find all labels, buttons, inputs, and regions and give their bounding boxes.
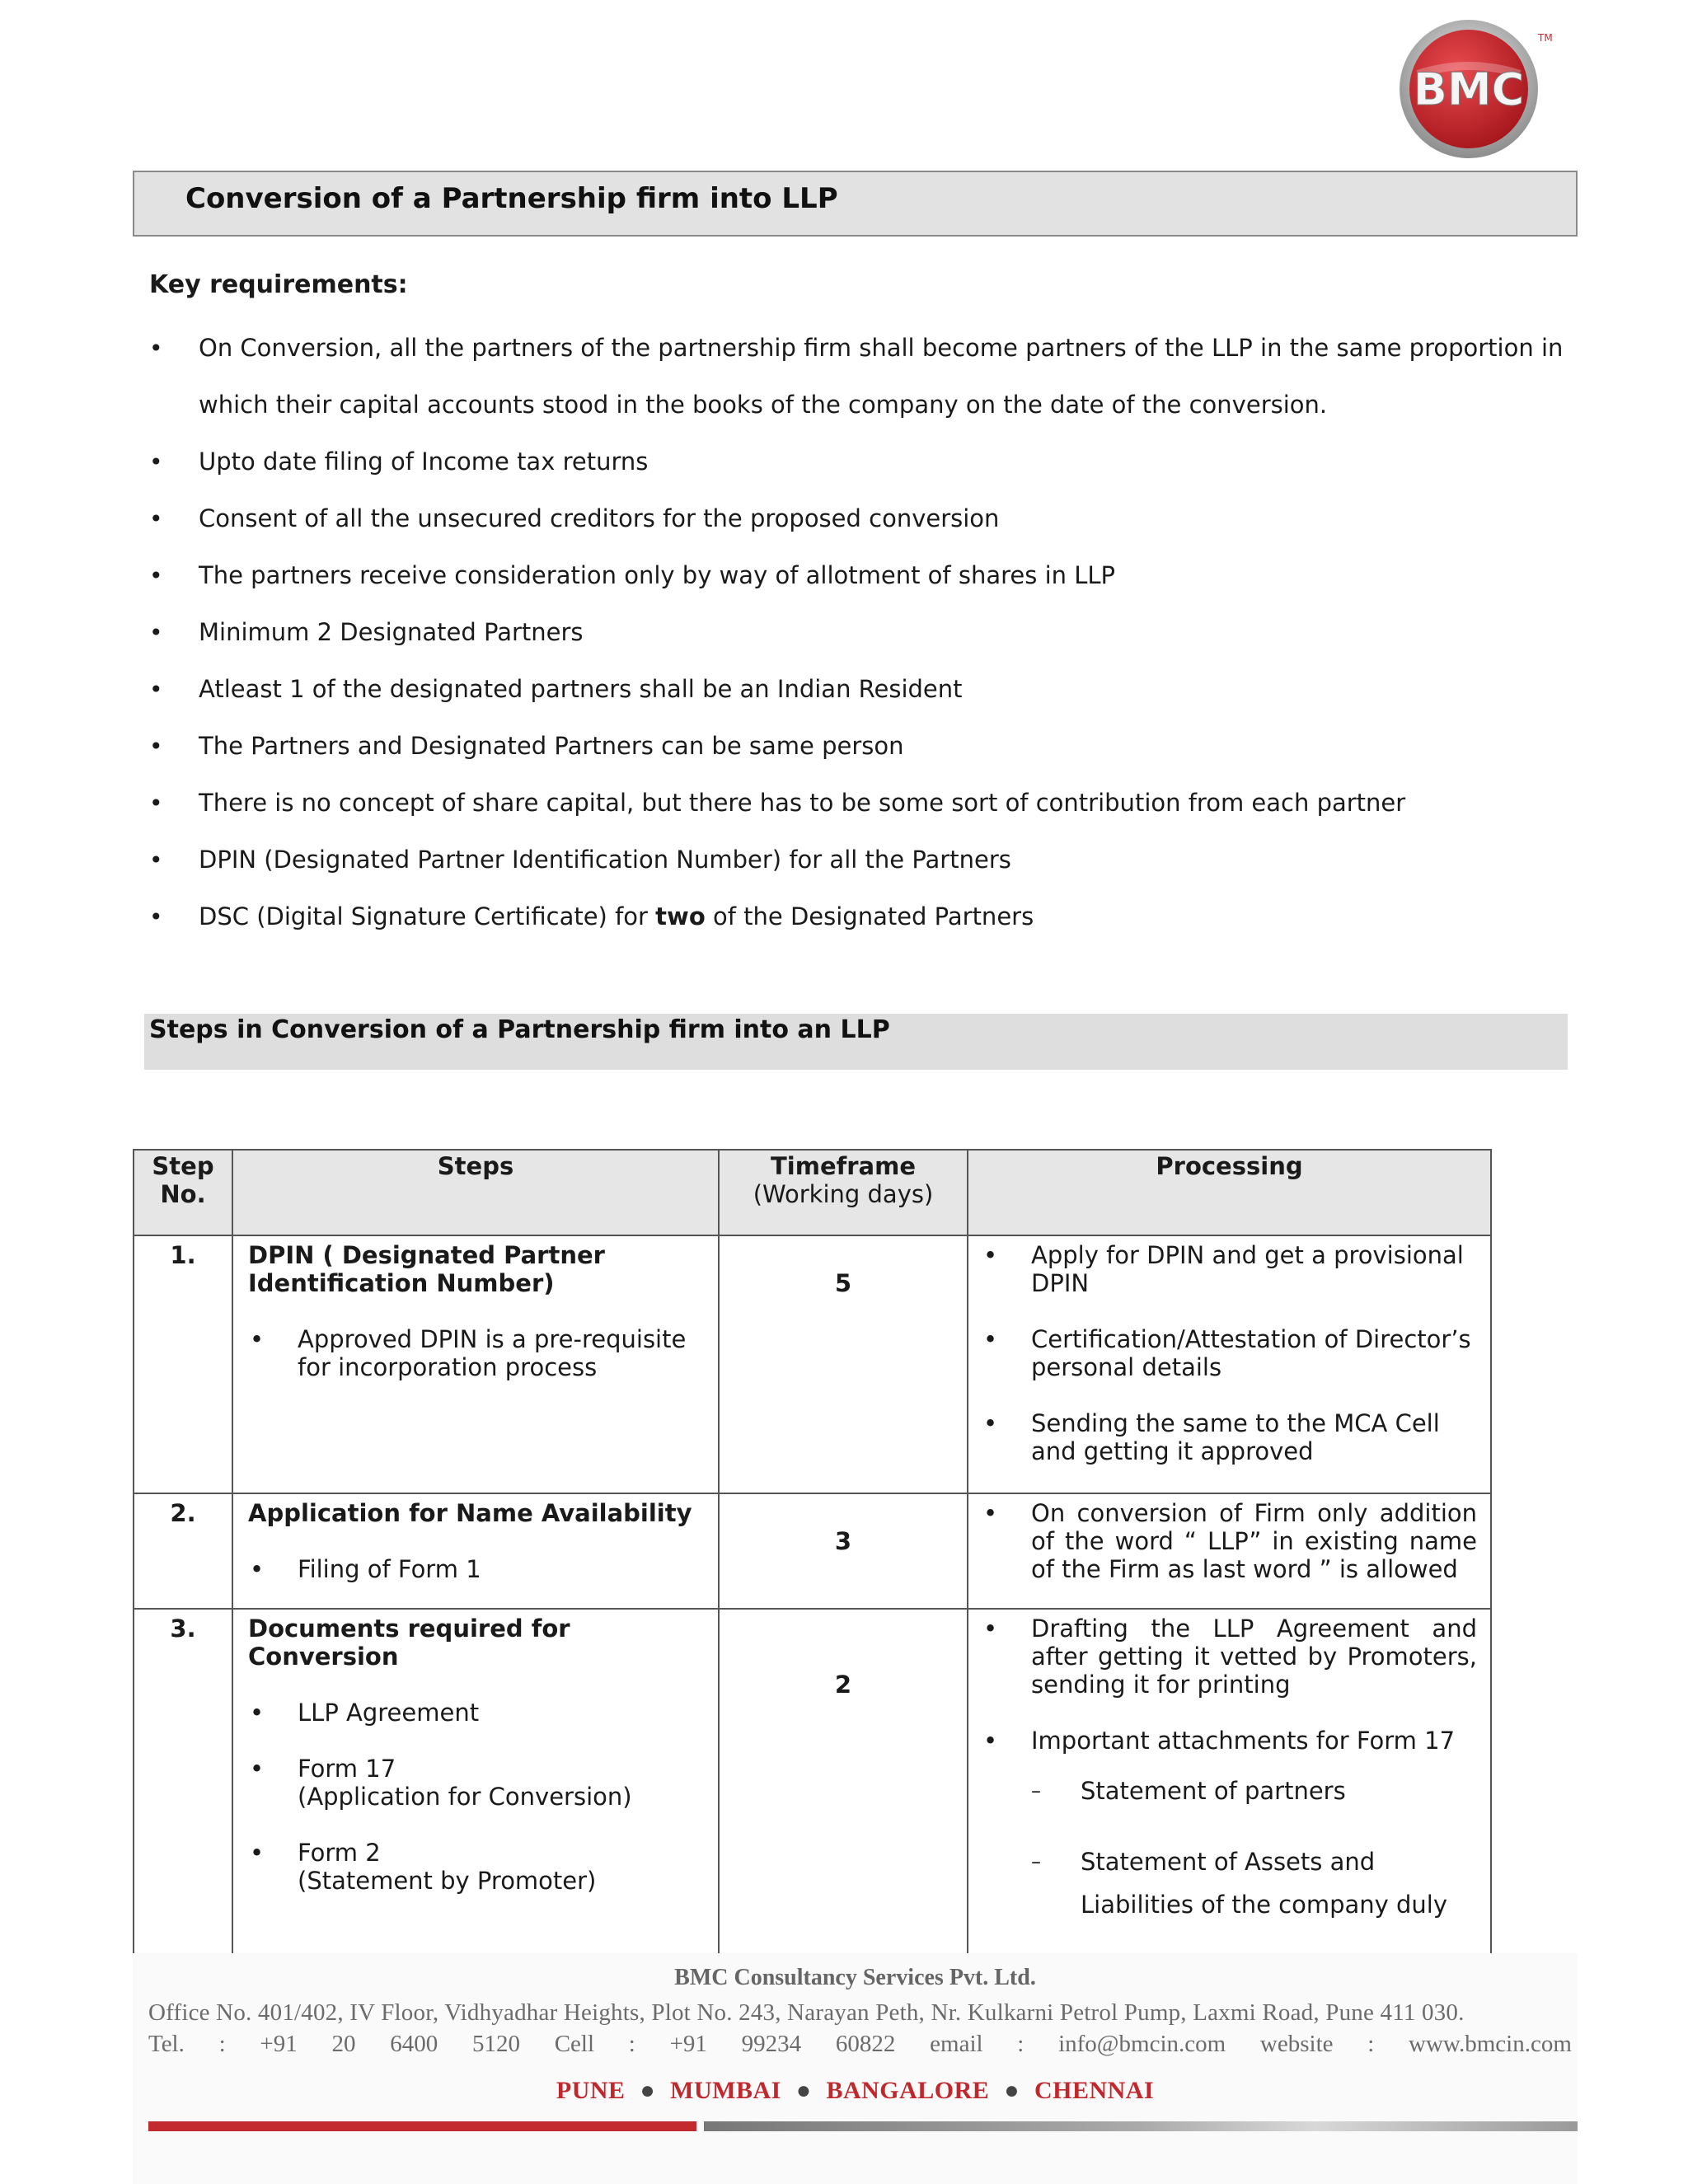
table-row xyxy=(134,1609,1491,1963)
processing-subitem: – Statement of Assets and Liabilities of the company duly xyxy=(1031,1840,1477,1926)
timeframe-cell xyxy=(719,1609,968,1963)
requirement-item: • The partners receive consideration only by way of allotment of shares in LLP xyxy=(149,547,1567,604)
city-bangalore: BANGALORE xyxy=(826,2077,990,2104)
requirement-item: • Minimum 2 Designated Partners xyxy=(149,604,1567,661)
processing-cell xyxy=(968,1609,1491,1963)
step-title: DPIN ( Designated Partner Identification Number) xyxy=(248,1241,605,1297)
table-row xyxy=(134,1493,1491,1609)
step-bullet: • LLP Agreement xyxy=(248,1699,710,1727)
processing-item: • Important attachments for Form 17 – Statement of partners – Statement of Assets and Liabilities of the company duly xyxy=(982,1727,1477,1926)
header-step-no: Step No. xyxy=(134,1150,232,1235)
processing-item: • Sending the same to the MCA Cell and getting it approved xyxy=(982,1409,1477,1465)
step-cell xyxy=(232,1609,719,1963)
requirement-item: • DPIN (Designated Partner Identification Number) for all the Partners xyxy=(149,832,1567,888)
requirement-item: • There is no concept of share capital, but there has to be some sort of contribution from each partner xyxy=(149,775,1567,832)
processing-item: • Drafting the LLP Agreement and after getting it vetted by Promoters, sending it for printing xyxy=(982,1615,1477,1699)
timeframe-days: 5 xyxy=(834,1269,852,1297)
footer-website-link[interactable]: www.bmcin.com xyxy=(1409,2031,1572,2057)
requirement-item: • Upto date filing of Income tax returns xyxy=(149,434,1567,490)
footer-grey-bar xyxy=(704,2121,1578,2131)
timeframe-days: 3 xyxy=(834,1527,852,1555)
step-bullet: • Approved DPIN is a pre-requisite for incorporation process xyxy=(248,1325,710,1381)
requirement-item: • The Partners and Designated Partners can be same person xyxy=(149,718,1567,775)
city-mumbai: MUMBAI xyxy=(670,2077,781,2104)
processing-cell xyxy=(968,1493,1491,1609)
header-steps: Steps xyxy=(232,1150,719,1235)
svg-text:BMC: BMC xyxy=(1413,63,1525,115)
step-title: Application for Name Availability xyxy=(248,1499,692,1527)
timeframe-days: 2 xyxy=(834,1671,852,1699)
footer-cities: PUNE ● MUMBAI ● BANGALORE ● CHENNAI xyxy=(556,2077,1155,2104)
steps-heading: Steps in Conversion of a Partnership firm into an LLP xyxy=(149,1015,890,1044)
step-bullet: • Filing of Form 1 xyxy=(248,1555,710,1583)
steps-heading-bar xyxy=(144,1014,1568,1070)
step-bullet: • Form 2 (Statement by Promoter) xyxy=(248,1839,710,1895)
requirements-list xyxy=(149,320,1567,945)
step-number: 3. xyxy=(134,1609,232,1963)
footer-company: BMC Consultancy Services Pvt. Ltd. xyxy=(674,1965,1036,1990)
footer-address: Office No. 401/402, IV Floor, Vidhyadhar Heights, Plot No. 243, Narayan Peth, Nr. Kulkarni Petrol Pump, Laxmi Road, Pune 411 030. xyxy=(148,1999,1465,2026)
footer-email-link[interactable]: info@bmcin.com xyxy=(1058,2031,1226,2057)
processing-cell xyxy=(968,1235,1491,1493)
step-cell xyxy=(232,1493,719,1609)
step-number: 1. xyxy=(134,1235,232,1493)
page-title: Conversion of a Partnership firm into LLP xyxy=(185,182,838,215)
footer xyxy=(133,1953,1578,2184)
key-requirements-heading: Key requirements: xyxy=(149,270,408,299)
timeframe-cell xyxy=(719,1493,968,1609)
step-cell xyxy=(232,1235,719,1493)
step-number: 2. xyxy=(134,1493,232,1609)
title-box xyxy=(133,171,1578,237)
timeframe-cell xyxy=(719,1235,968,1493)
step-bullet: • Form 17 (Application for Conversion) xyxy=(248,1755,710,1811)
city-pune: PUNE xyxy=(556,2077,626,2104)
requirement-item: • On Conversion, all the partners of the partnership firm shall become partners of the LLP in the same proportion in which their capital accounts stood in the books of the company on the date of the conversion. xyxy=(149,320,1567,434)
processing-subitem: – Statement of partners xyxy=(1031,1769,1477,1812)
processing-item: • Apply for DPIN and get a provisional DPIN xyxy=(982,1241,1477,1297)
steps-table xyxy=(133,1149,1492,1964)
bmc-logo xyxy=(1393,8,1553,157)
processing-item: • Certification/Attestation of Director’s personal details xyxy=(982,1325,1477,1381)
footer-red-bar xyxy=(148,2121,696,2131)
requirement-item: • Atleast 1 of the designated partners shall be an Indian Resident xyxy=(149,661,1567,718)
requirement-item: • DSC (Digital Signature Certificate) for two of the Designated Partners xyxy=(149,888,1567,945)
step-title: Documents required for Conversion xyxy=(248,1615,570,1671)
table-header-row xyxy=(134,1150,1491,1235)
svg-text:TM: TM xyxy=(1538,32,1553,44)
table-row xyxy=(134,1235,1491,1493)
footer-contact: Tel. : +91 20 6400 5120 Cell : +91 99234 60822 email : info@bmcin.com website : www.bmcin.com xyxy=(148,2031,1572,2057)
city-chennai: CHENNAI xyxy=(1034,2077,1155,2104)
header-processing: Processing xyxy=(968,1150,1491,1235)
header-timeframe: Timeframe (Working days) xyxy=(719,1150,968,1235)
requirement-item: • Consent of all the unsecured creditors for the proposed conversion xyxy=(149,490,1567,547)
processing-item: • On conversion of Firm only addition of the word “ LLP” in existing name of the Firm as last word ” is allowed xyxy=(982,1499,1477,1583)
